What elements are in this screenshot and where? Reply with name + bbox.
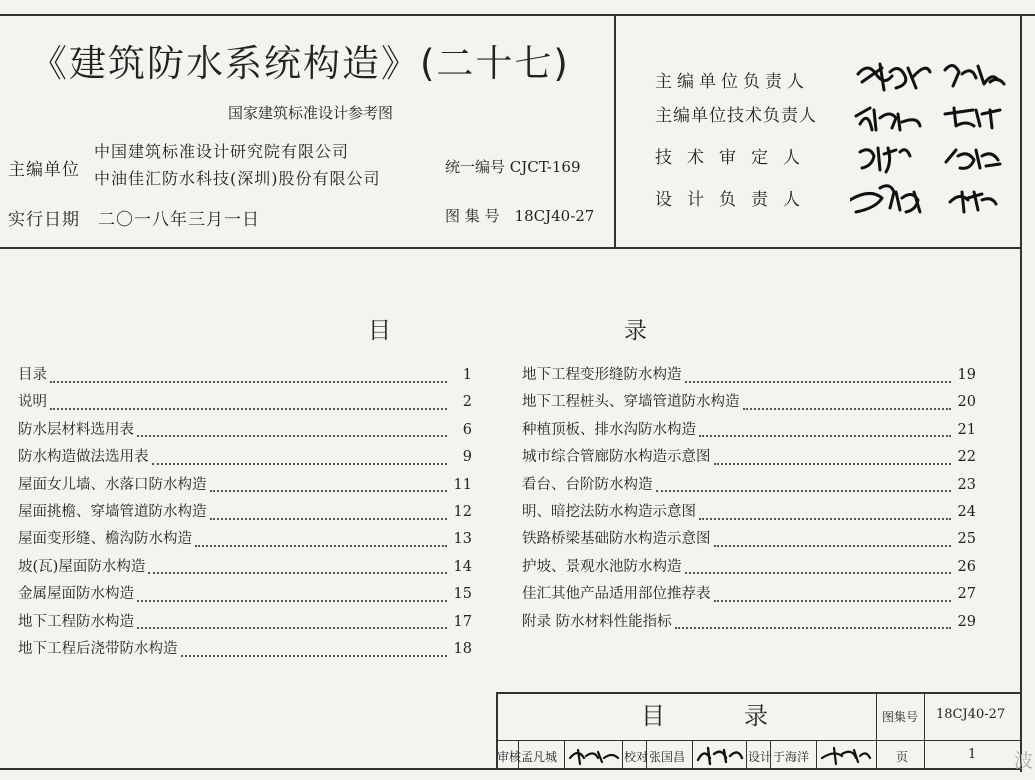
toc-item-page: 13 xyxy=(453,531,472,548)
toc-item[interactable] xyxy=(522,500,976,527)
tb-review-label: 审核 xyxy=(497,750,522,764)
toc-item[interactable] xyxy=(522,418,976,445)
toc-item-page: 1 xyxy=(462,367,472,383)
toc-item-title: 地下工程变形缝防水构造 xyxy=(522,367,682,383)
toc-item-page: 14 xyxy=(453,558,472,575)
tb-rule xyxy=(496,740,1022,741)
editor-unit-label: 主编单位 xyxy=(8,160,80,180)
atlas-subtitle: 国家建筑标准设计参考图 xyxy=(228,104,394,122)
tb-proofer-signature xyxy=(696,744,744,766)
toc-item-title: 地下工程桩头、穿墙管道防水构造 xyxy=(522,394,740,411)
toc-leader xyxy=(148,562,447,574)
toc-item-page: 12 xyxy=(453,503,472,520)
toc-heading-char-2: 录 xyxy=(624,318,647,344)
tb-title-char-1: 目 xyxy=(641,702,665,730)
toc-item[interactable] xyxy=(18,610,472,637)
toc-item-page: 24 xyxy=(957,503,976,520)
toc-item-title: 金属屋面防水构造 xyxy=(18,586,134,603)
toc-leader xyxy=(137,590,447,602)
toc-leader xyxy=(714,453,952,465)
toc-item[interactable] xyxy=(522,390,976,417)
frame-line-right xyxy=(1020,14,1022,772)
toc-item-page: 17 xyxy=(453,613,472,630)
implementation-date: 实行日期 二〇一八年三月一日 xyxy=(8,210,260,230)
toc-leader xyxy=(50,398,447,410)
tb-rule xyxy=(622,740,623,770)
tb-title-char-2: 录 xyxy=(744,702,768,730)
toc-leader xyxy=(195,535,447,547)
toc-heading-char-1: 目 xyxy=(368,318,391,344)
toc-leader xyxy=(50,371,447,383)
toc-item-page: 27 xyxy=(957,586,976,603)
toc-leader xyxy=(685,371,952,383)
toc-item-title: 说明 xyxy=(18,394,47,411)
toc-item-title: 防水构造做法选用表 xyxy=(18,449,149,466)
toc-item[interactable] xyxy=(18,527,472,554)
toc-item-page: 6 xyxy=(462,421,472,438)
tb-proof-label: 校对 xyxy=(624,750,649,764)
toc-item-page: 26 xyxy=(957,558,976,575)
corner-fragment-text: 波 xyxy=(1014,750,1034,772)
tb-page-label: 页 xyxy=(896,750,909,764)
toc-left-column xyxy=(18,363,472,664)
toc-item[interactable] xyxy=(18,445,472,472)
toc-leader xyxy=(699,508,951,520)
toc-item-page: 21 xyxy=(957,421,976,438)
toc-leader xyxy=(210,480,448,492)
toc-item[interactable] xyxy=(18,473,472,500)
role-tech-head: 主编单位技术负责人 xyxy=(655,106,817,126)
toc-item-page: 15 xyxy=(453,586,472,603)
tb-atlas-label: 图集号 xyxy=(882,710,919,724)
toc-item-title: 护坡、景观水池防水构造 xyxy=(522,558,682,575)
toc-item[interactable] xyxy=(18,390,472,417)
toc-item[interactable] xyxy=(18,500,472,527)
toc-item-title: 屋面变形缝、檐沟防水构造 xyxy=(18,531,192,548)
tb-rule xyxy=(496,692,1022,694)
toc-item-page: 22 xyxy=(957,449,976,466)
toc-item-title: 城市综合管廊防水构造示意图 xyxy=(522,449,711,466)
toc-item-page: 18 xyxy=(453,640,472,657)
toc-item-page: 25 xyxy=(957,531,976,548)
toc-leader xyxy=(137,617,447,629)
toc-leader xyxy=(714,535,952,547)
tb-designer-name: 于海洋 xyxy=(773,750,810,764)
toc-item-title: 看台、台阶防水构造 xyxy=(522,476,653,493)
toc-item[interactable] xyxy=(522,473,976,500)
toc-item-page: 29 xyxy=(957,613,976,630)
toc-item[interactable] xyxy=(522,527,976,554)
toc-item[interactable] xyxy=(18,418,472,445)
toc-item-title: 附录 防水材料性能指标 xyxy=(522,613,672,630)
toc-item-title: 铁路桥梁基础防水构造示意图 xyxy=(522,531,711,548)
atlas-number: 图 集 号 18CJ40-27 xyxy=(445,207,595,225)
toc-item[interactable] xyxy=(522,363,976,390)
toc-item[interactable] xyxy=(522,445,976,472)
tb-rule xyxy=(692,740,693,770)
toc-item[interactable] xyxy=(18,582,472,609)
toc-item-title: 地下工程防水构造 xyxy=(18,613,134,630)
role-editor-head: 主编单位负责人 xyxy=(655,72,809,92)
toc-leader xyxy=(656,480,952,492)
header-bottom-rule xyxy=(0,247,1022,249)
toc-item-title: 坡(瓦)屋面防水构造 xyxy=(18,558,146,575)
role-tech-approver: 技术审定人 xyxy=(655,148,815,168)
toc-leader xyxy=(137,425,447,437)
toc-item[interactable] xyxy=(522,555,976,582)
tb-rule xyxy=(564,740,565,770)
toc-item-title: 防水层材料选用表 xyxy=(18,421,134,438)
frame-line-top xyxy=(0,14,1035,16)
tb-rule xyxy=(746,740,747,770)
toc-leader xyxy=(210,508,448,520)
header-divider xyxy=(614,14,616,249)
toc-leader xyxy=(675,617,951,629)
tb-page-value: 1 xyxy=(968,747,977,762)
toc-right-column xyxy=(522,363,976,637)
tb-rule xyxy=(924,692,925,770)
role-design-head: 设计负责人 xyxy=(655,190,815,210)
tb-reviewer-signature xyxy=(568,744,620,766)
toc-item-page: 23 xyxy=(957,476,976,493)
toc-leader xyxy=(152,453,448,465)
toc-item-title: 佳汇其他产品适用部位推荐表 xyxy=(522,586,711,603)
toc-item[interactable] xyxy=(522,582,976,609)
toc-item[interactable] xyxy=(18,555,472,582)
toc-leader xyxy=(743,398,952,410)
toc-item[interactable] xyxy=(522,610,976,637)
tb-reviewer-name: 孟凡城 xyxy=(521,750,558,764)
toc-leader xyxy=(181,645,448,657)
toc-item-title: 屋面女儿墙、水落口防水构造 xyxy=(18,476,207,493)
tb-rule xyxy=(816,740,817,770)
editor-org-2: 中油佳汇防水科技(深圳)股份有限公司 xyxy=(94,169,381,188)
toc-item-page: 20 xyxy=(957,394,976,411)
title-block xyxy=(496,692,1022,770)
tb-design-label: 设计 xyxy=(748,750,773,764)
toc-item-page: 11 xyxy=(453,476,472,493)
toc-item-title: 目录 xyxy=(18,367,47,383)
atlas-title: 《建筑防水系统构造》(二十七) xyxy=(30,42,570,85)
tb-proofer-name: 张国昌 xyxy=(649,750,686,764)
tb-rule xyxy=(876,692,877,770)
toc-item-page: 2 xyxy=(462,394,472,411)
toc-item-title: 屋面挑檐、穿墙管道防水构造 xyxy=(18,503,207,520)
editor-org-1: 中国建筑标准设计研究院有限公司 xyxy=(94,142,350,161)
toc-item-page: 19 xyxy=(957,367,976,383)
toc-item-title: 地下工程后浇带防水构造 xyxy=(18,640,178,657)
handwritten-signature xyxy=(850,52,1020,242)
toc-item-title: 明、暗挖法防水构造示意图 xyxy=(522,503,696,520)
toc-item-page: 9 xyxy=(462,449,472,466)
tb-designer-signature xyxy=(820,744,872,766)
toc-item[interactable] xyxy=(18,363,472,390)
toc-leader xyxy=(699,425,951,437)
toc-item[interactable] xyxy=(18,637,472,664)
toc-item-title: 种植顶板、排水沟防水构造 xyxy=(522,421,696,438)
toc-leader xyxy=(714,590,952,602)
toc-leader xyxy=(685,562,952,574)
tb-atlas-value: 18CJ40-27 xyxy=(936,707,1006,722)
unified-number: 统一编号 CJCT-169 xyxy=(445,158,581,176)
